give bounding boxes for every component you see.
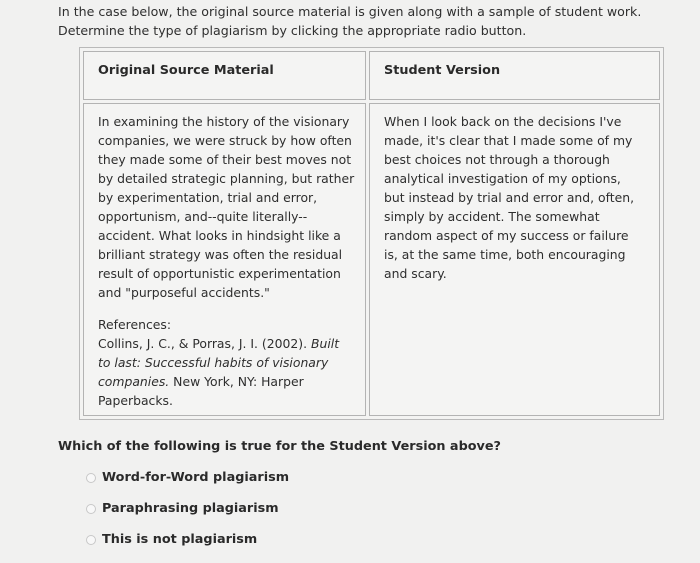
student-line: made, it's clear that I made some of my bbox=[384, 133, 633, 148]
reference-title-start: Built bbox=[311, 336, 340, 351]
original-line: by experimentation, trial and error, bbox=[98, 190, 318, 205]
original-line: by detailed strategic planning, but rather bbox=[98, 171, 355, 186]
student-line: analytical investigation of my options, bbox=[384, 171, 621, 186]
instructions bbox=[58, 2, 688, 40]
header-original: Original Source Material bbox=[98, 63, 274, 78]
reference-title-end: companies. bbox=[98, 374, 170, 389]
original-line: brilliant strategy was often the residual bbox=[98, 247, 343, 262]
original-line: companies, we were struck by how often bbox=[98, 133, 352, 148]
student-line: best choices not through a thorough bbox=[384, 152, 610, 167]
student-line: simply by accident. The somewhat bbox=[384, 209, 600, 224]
header-cell-original bbox=[83, 51, 366, 100]
student-line: is, at the same time, both encouraging bbox=[384, 247, 626, 262]
comparison-table bbox=[79, 47, 664, 420]
radio-button[interactable] bbox=[86, 535, 96, 545]
references bbox=[98, 302, 357, 410]
student-line: When I look back on the decisions I've bbox=[384, 114, 622, 129]
instructions-line-2: Determine the type of plagiarism by clicking the appropriate radio button. bbox=[58, 23, 527, 38]
student-text bbox=[370, 104, 659, 283]
original-line: and "purposeful accidents." bbox=[98, 285, 270, 300]
reference-authors: Collins, J. C., & Porras, J. I. (2002). bbox=[98, 336, 311, 351]
option-label[interactable]: Word-for-Word plagiarism bbox=[102, 470, 290, 485]
option-word-for-word[interactable] bbox=[86, 470, 289, 485]
original-line: opportunism, and--quite literally-- bbox=[98, 209, 308, 224]
option-not-plagiarism[interactable] bbox=[86, 532, 257, 547]
student-line: and scary. bbox=[384, 266, 447, 281]
reference-line bbox=[98, 372, 357, 391]
original-line: result of opportunistic experimentation bbox=[98, 266, 341, 281]
original-line: accident. What looks in hindsight like a bbox=[98, 228, 341, 243]
student-version-cell bbox=[369, 103, 660, 416]
reference-publisher: New York, NY: Harper bbox=[169, 374, 304, 389]
radio-button[interactable] bbox=[86, 473, 96, 483]
reference-title: to last: Successful habits of visionary bbox=[98, 355, 329, 370]
option-label[interactable]: Paraphrasing plagiarism bbox=[102, 501, 279, 516]
references-label: References: bbox=[98, 317, 172, 332]
instructions-line-1: In the case below, the original source material is given along with a sample of student work. bbox=[58, 4, 642, 19]
option-label[interactable]: This is not plagiarism bbox=[102, 532, 258, 547]
student-line: random aspect of my success or failure bbox=[384, 228, 629, 243]
reference-line: Paperbacks. bbox=[98, 393, 173, 408]
original-line: In examining the history of the visionary bbox=[98, 114, 350, 129]
original-line: they made some of their best moves not bbox=[98, 152, 352, 167]
header-cell-student bbox=[369, 51, 660, 100]
original-source-cell bbox=[83, 103, 366, 416]
student-line: but instead by trial and error and, often, bbox=[384, 190, 635, 205]
header-student: Student Version bbox=[384, 63, 501, 78]
question-text: Which of the following is true for the Student Version above? bbox=[58, 439, 501, 454]
radio-button[interactable] bbox=[86, 504, 96, 514]
option-paraphrasing[interactable] bbox=[86, 501, 279, 516]
reference-line bbox=[98, 334, 357, 353]
original-text bbox=[84, 104, 365, 410]
